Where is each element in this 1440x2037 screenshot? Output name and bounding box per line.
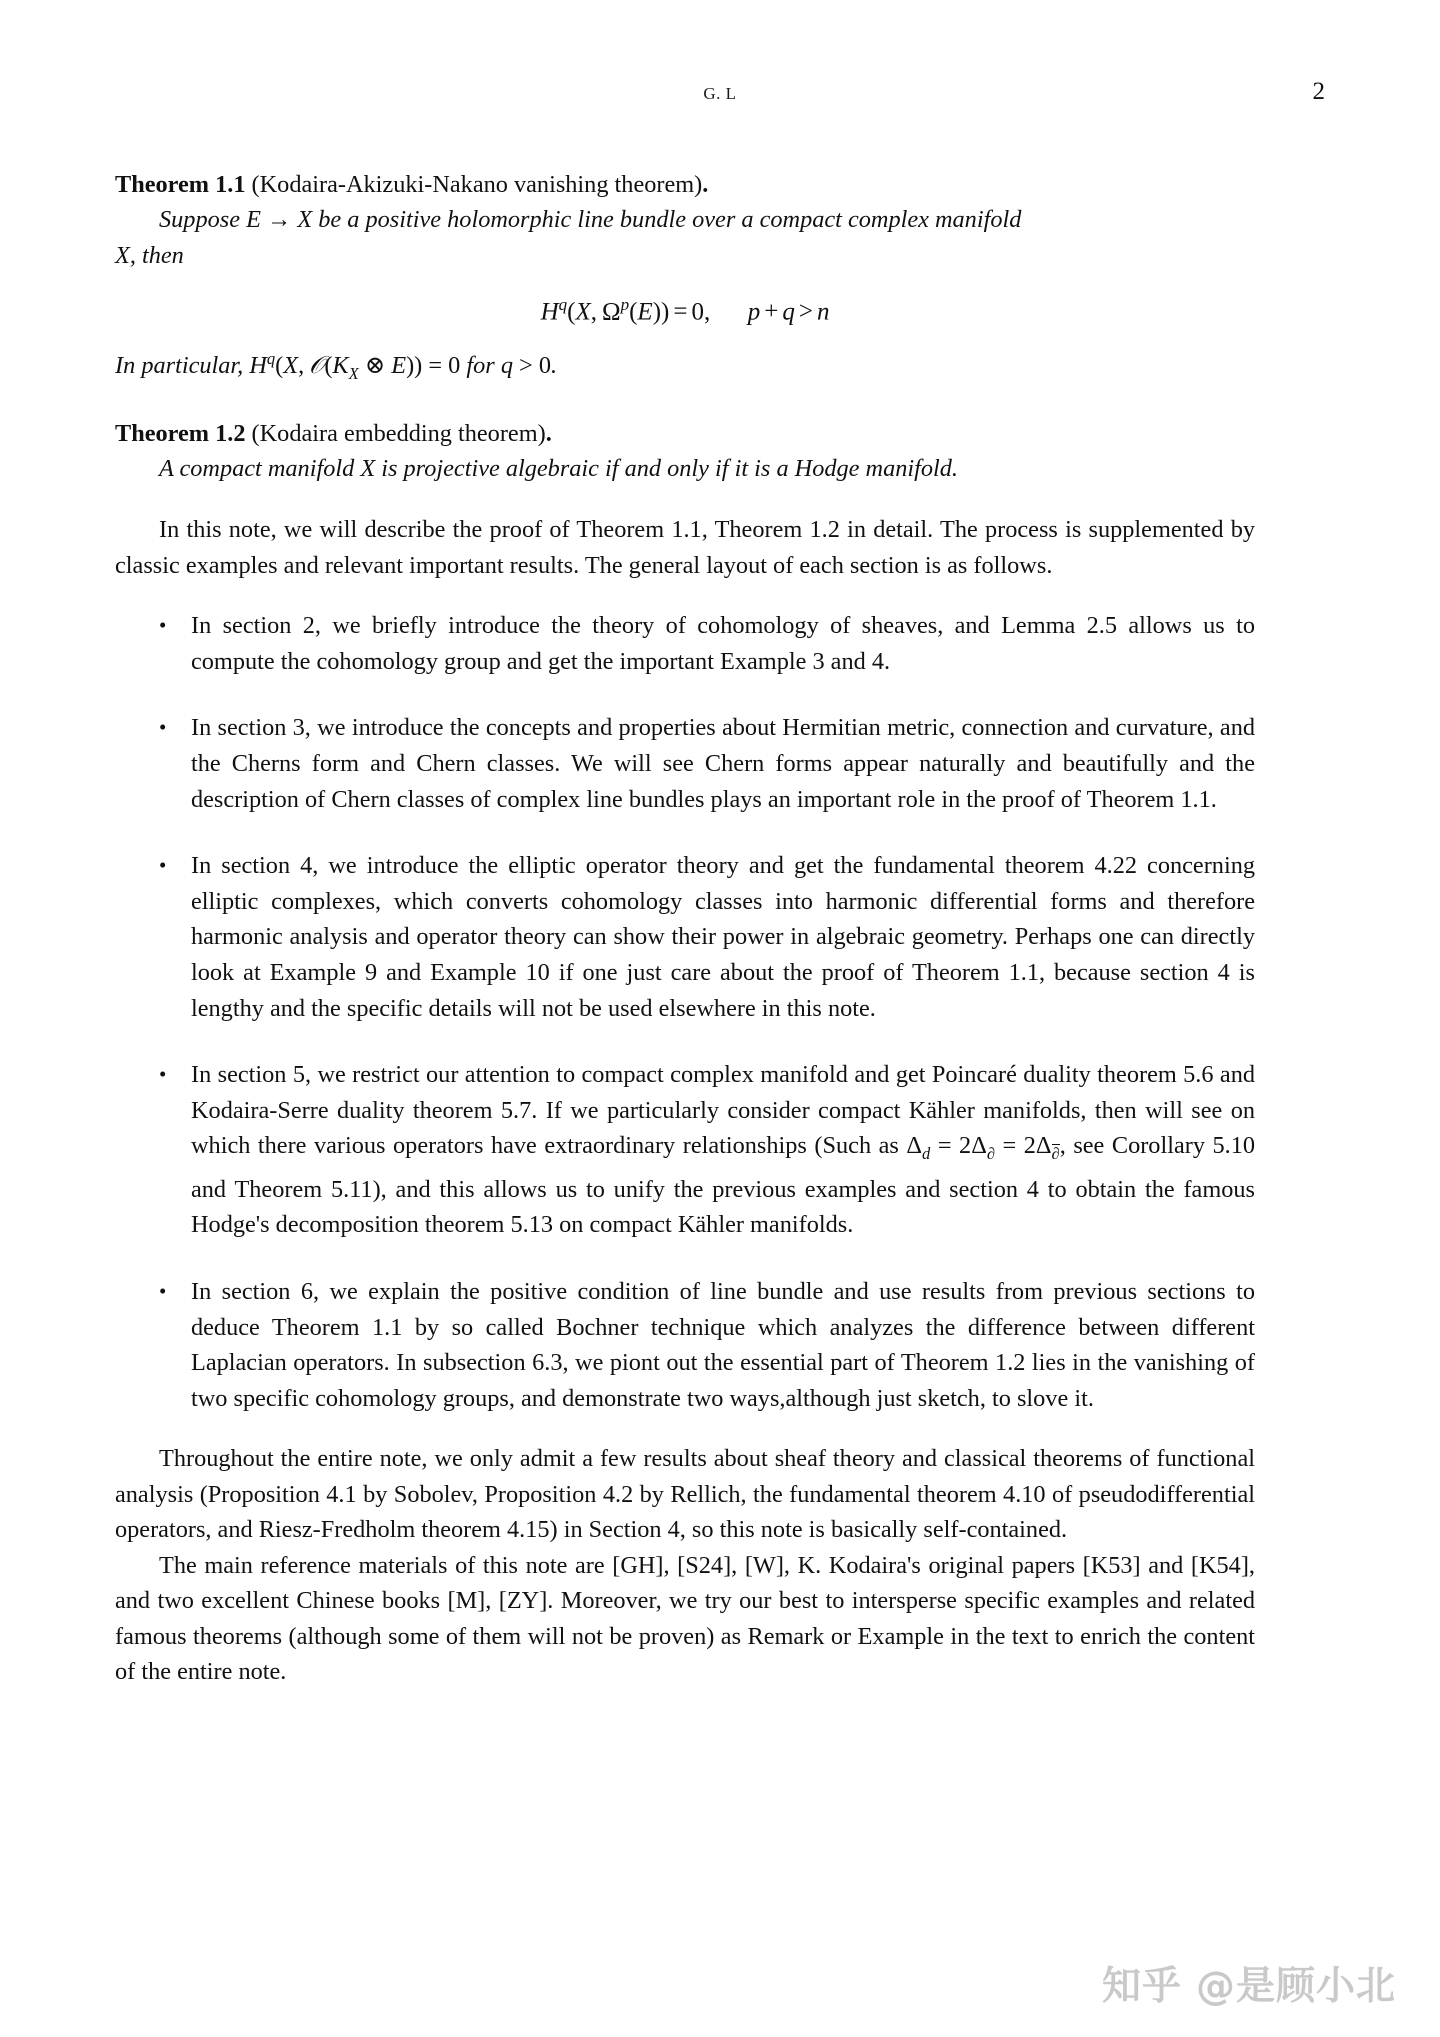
theorem-1-1-parenthetical: (Kodaira-Akizuki-Nakano vanishing theorem) — [251, 171, 703, 198]
document-body — [115, 168, 1255, 1690]
bullet-icon: • — [159, 613, 167, 638]
list-item-text-after-math: , see Corollary 5.10 and Theorem 5.11), and this allows us to unify the previous examples and section 4 to obtain the famous Hodge's decomposition theorem 5.13 on compact Kähler manifolds. — [191, 1132, 1256, 1239]
list-item-section-3 — [115, 710, 1255, 817]
closing-paragraph-1: Throughout the entire note, we only admit a few results about sheaf theory and classical theorems of functional analysis (Proposition 4.1 by Sobolev, Proposition 4.2 by Rellich, the fundamental theorem 4.10 of pseudodifferential operators, and Riesz-Fredholm theorem 4.15) in Section 4, so this note is basically self-contained. — [115, 1445, 1255, 1544]
theorem-1-2-statement: A compact manifold X is projective algebraic if and only if it is a Hodge manifold. — [159, 455, 959, 483]
theorem-1-1-statement-line-1: Suppose E → X be a positive holomorphic line bundle over a compact complex manifold — [159, 206, 1022, 233]
theorem-1-2-parenthetical: (Kodaira embedding theorem) — [251, 420, 546, 448]
intro-paragraph: In this note, we will describe the proof of Theorem 1.1, Theorem 1.2 in detail. The process is supplemented by classic examples and relevant important results. The general layout of each section is as follows. — [115, 516, 1255, 579]
watermark-site: 知乎 — [1101, 1964, 1182, 2009]
theorem-1-1-heading — [115, 168, 1255, 202]
page-number: 2 — [1312, 78, 1325, 105]
theorem-1-1-closing: In particular, $H^q(X$, $𝒪(K_X$ ⊗ E)) = 0 for q > 0. — [115, 349, 558, 384]
theorem-1-1-terminator: . — [702, 171, 709, 198]
list-item-text: In section 4, we introduce the elliptic operator theory and get the fundamental theorem 4.22 concerning elliptic complexes, which converts cohomology classes into harmonic differential forms and therefore harmonic analysis and operator theory can show their power in algebraic geometry. Perhaps one can directly look at Example 9 and Example 10 if one just care about the proof of Theorem 1.1, because section 4 is lengthy and the specific details will not be used elsewhere in this note. — [191, 852, 1255, 1022]
list-item-text: In section 2, we briefly introduce the theory of cohomology of sheaves, and Lemma 2.5 allows us to compute the cohomology group and get the important Example 3 and 4. — [191, 612, 1255, 675]
bullet-icon: • — [159, 1279, 167, 1304]
list-item-section-2 — [115, 608, 1255, 679]
list-item-section-6 — [115, 1274, 1255, 1416]
closing-paragraph-2: The main reference materials of this note are [GH], [S24], [W], K. Kodaira's original papers [K53] and [K54], and two excellent Chinese books [M], [ZY]. Moreover, we try our best to intersperse specific examples and related famous theorems (although some of them will not be proven) as Remark or Example in the text to enrich the content of the entire note. — [115, 1551, 1255, 1686]
watermark — [1102, 1955, 1396, 2011]
bullet-icon: • — [159, 715, 167, 740]
section-overview-list — [115, 608, 1255, 1416]
theorem-1-1-statement — [115, 202, 1255, 238]
list-item-text: In section 6, we explain the positive condition of line bundle and use results from previous sections to deduce Theorem 1.1 by so called Bochner technique which analyzes the difference between different Laplacian operators. In subsection 6.3, we piont out the essential part of Theorem 1.2 lies in the vanishing of two specific cohomology groups, and demonstrate two ways,although just sketch, to slove it. — [191, 1278, 1255, 1412]
theorem-1-1-label: Theorem 1.1 — [115, 171, 246, 198]
theorem-1-2-heading — [115, 417, 1255, 451]
display-equation-vanishing: $H^q(X$, $\Omega^p(E)) = 0$, p + q > n — [540, 295, 830, 326]
bullet-icon: • — [159, 853, 167, 878]
theorem-1-1-statement-line-2: X, then — [115, 242, 184, 269]
theorem-1-2-label: Theorem 1.2 — [115, 420, 246, 448]
list-item-section-4 — [115, 848, 1255, 1026]
watermark-handle: @是顾小北 — [1195, 1964, 1396, 2009]
list-item-section-5 — [115, 1057, 1255, 1243]
running-head-title: G. L — [703, 84, 737, 103]
list-item-text-before-math: In section 5, we restrict our attention to compact complex manifold and get Poincaré duality theorem 5.6 and Kodaira-Serre duality theorem 5.7. If we particularly consider compact Kähler manifolds, then will see on which there various operators have extraordinary relationships (Such as — [191, 1061, 1255, 1160]
theorem-1-2-terminator: . — [545, 420, 552, 448]
inline-math-laplacian: $\Delta_d = 2\Delta_\partial = 2\Delta_\partial$ — [906, 1132, 1060, 1164]
bullet-icon: • — [159, 1062, 167, 1087]
running-head — [115, 78, 1325, 110]
list-item-text: In section 3, we introduce the concepts and properties about Hermitian metric, connection and curvature, and the Cherns form and Chern classes. We will see Chern forms appear naturally and beautifully and the description of Chern classes of complex line bundles plays an important role in the proof of Theorem 1.1. — [191, 714, 1255, 813]
